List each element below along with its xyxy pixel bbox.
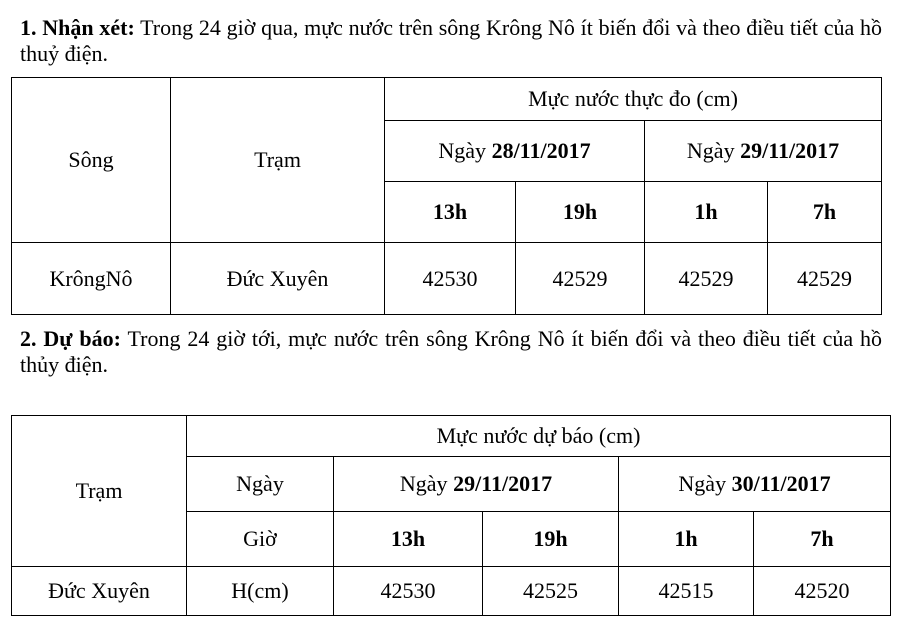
observed-water-level-table — [11, 77, 882, 315]
value-cell: 42520 — [754, 567, 891, 616]
day-prefix: Ngày — [678, 471, 732, 496]
day-prefix: Ngày — [686, 138, 741, 163]
station-cell: Đức Xuyên — [12, 567, 187, 616]
forecast-heading: 2. Dự báo: — [20, 326, 121, 351]
forecast-text: Trong 24 giờ tới, mực nước trên sông Krông Nô ít biến đổi và theo điều tiết của hồ thủy điện. — [20, 326, 882, 377]
header-station: Trạm — [171, 78, 385, 243]
hour-cell: 13h — [385, 182, 516, 243]
header-river: Sông — [12, 78, 171, 243]
header-forecast-level: Mực nước dự báo (cm) — [187, 416, 891, 457]
day-prefix: Ngày — [399, 471, 454, 496]
forecast-water-level-table — [11, 415, 891, 616]
station-cell: Đức Xuyên — [171, 243, 385, 315]
hour-cell: 1h — [645, 182, 768, 243]
header-day-1 — [385, 121, 645, 182]
value-cell: 42515 — [619, 567, 754, 616]
value-cell: 42529 — [645, 243, 768, 315]
value-cell: 42529 — [768, 243, 882, 315]
hour-cell: 7h — [768, 182, 882, 243]
label-hour: Giờ — [187, 512, 334, 567]
observation-heading: 1. Nhận xét: — [20, 15, 135, 40]
header-observed-level: Mực nước thực đo (cm) — [385, 78, 882, 121]
day-prefix: Ngày — [438, 138, 492, 163]
day-date: 29/11/2017 — [740, 138, 840, 163]
hour-cell: 19h — [483, 512, 619, 567]
observation-paragraph — [20, 15, 882, 67]
forecast-paragraph — [20, 326, 882, 378]
value-cell: 42529 — [516, 243, 645, 315]
value-cell: 42525 — [483, 567, 619, 616]
header-station: Trạm — [12, 416, 187, 567]
label-day: Ngày — [187, 457, 334, 512]
hour-cell: 7h — [754, 512, 891, 567]
hour-cell: 1h — [619, 512, 754, 567]
river-cell: KrôngNô — [12, 243, 171, 315]
day-date: 28/11/2017 — [491, 138, 591, 163]
hour-cell: 13h — [334, 512, 483, 567]
header-day-1 — [334, 457, 619, 512]
day-date: 29/11/2017 — [453, 471, 553, 496]
unit-cell: H(cm) — [187, 567, 334, 616]
value-cell: 42530 — [385, 243, 516, 315]
day-date: 30/11/2017 — [731, 471, 831, 496]
table-row — [12, 567, 891, 616]
observation-text: Trong 24 giờ qua, mực nước trên sông Krông Nô ít biến đổi và theo điều tiết của hồ thuỷ điện. — [20, 15, 882, 66]
header-day-2 — [645, 121, 882, 182]
value-cell: 42530 — [334, 567, 483, 616]
table-row — [12, 243, 882, 315]
hour-cell: 19h — [516, 182, 645, 243]
header-day-2 — [619, 457, 891, 512]
